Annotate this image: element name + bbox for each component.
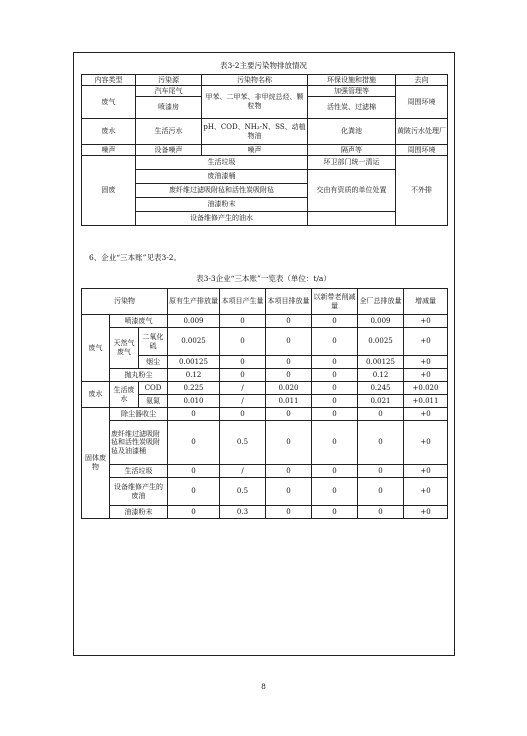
value-cell: 0: [266, 478, 312, 506]
value-cell: +0: [404, 356, 448, 369]
category-cell: 废气: [82, 86, 136, 119]
category-cell: 废气: [82, 315, 110, 382]
value-cell: 0.021: [358, 395, 404, 408]
value-cell: +0: [404, 315, 448, 328]
value-cell: 0: [312, 395, 358, 408]
header-cell: 本项目排放量: [266, 289, 312, 315]
solid-item-cell: 废油漆桶: [136, 170, 308, 184]
value-cell: +0.020: [404, 382, 448, 395]
value-cell: 0.010: [168, 395, 220, 408]
source-cell: 设备噪声: [136, 145, 202, 156]
value-cell: 0: [220, 356, 266, 369]
pollutant-name-cell: 设备维修产生的废油: [110, 478, 168, 506]
value-cell: 0.009: [358, 315, 404, 328]
table-row: [82, 86, 448, 97]
header-cell: 原有生产排放量: [168, 289, 220, 315]
measure-cell: 交由有资质的单位处置: [308, 170, 396, 212]
pollutant-cell: pH、COD、NH₃-N、SS、动植物油: [202, 119, 308, 145]
value-cell: 0.0025: [168, 328, 220, 356]
subgroup-cell: 生活废水: [110, 382, 139, 408]
category-cell: 噪声: [82, 145, 136, 156]
table-row: [82, 369, 448, 382]
value-cell: +0: [404, 478, 448, 506]
table-row: [82, 315, 448, 328]
value-cell: 0.5: [220, 421, 266, 465]
pollutant-name-cell: 除尘器收尘: [110, 408, 168, 421]
value-cell: 0: [312, 382, 358, 395]
table-row: [82, 506, 448, 519]
value-cell: 0: [220, 408, 266, 421]
value-cell: 0: [220, 369, 266, 382]
value-cell: /: [220, 382, 266, 395]
value-cell: +0: [404, 408, 448, 421]
header-cell: 本项目产生量: [220, 289, 266, 315]
value-cell: +0: [404, 369, 448, 382]
table-row: [82, 212, 448, 226]
value-cell: 0: [312, 356, 358, 369]
value-cell: 0: [312, 369, 358, 382]
value-cell: 0.12: [358, 369, 404, 382]
value-cell: 0.011: [266, 395, 312, 408]
value-cell: 0: [312, 506, 358, 519]
value-cell: 0: [168, 465, 220, 478]
value-cell: 0: [168, 408, 220, 421]
header-cell: 去向: [396, 75, 448, 86]
pollutant-name-cell: 氨氮: [139, 395, 168, 408]
table-row: [82, 382, 448, 395]
category-cell: 固体废物: [82, 408, 110, 519]
value-cell: 0: [312, 315, 358, 328]
value-cell: 0: [220, 315, 266, 328]
three-ledger-table: [81, 288, 448, 519]
value-cell: 0: [358, 506, 404, 519]
table-header-row: [82, 75, 448, 86]
value-cell: 0: [358, 478, 404, 506]
destination-cell: 不外排: [396, 156, 448, 226]
value-cell: 0.009: [168, 315, 220, 328]
value-cell: /: [220, 465, 266, 478]
value-cell: 0.0025: [358, 328, 404, 356]
value-cell: 0: [358, 408, 404, 421]
value-cell: +0: [404, 421, 448, 465]
pollutant-name-cell: 喷漆废气: [110, 315, 168, 328]
category-cell: 废水: [82, 382, 110, 408]
value-cell: 0: [312, 408, 358, 421]
pollutant-cell: 甲苯、二甲苯、非甲烷总烃、颗粒物: [202, 86, 308, 119]
solid-item-cell: 生活垃圾: [136, 156, 308, 170]
pollutant-name-cell: 废纤维过滤吸附毡和活性炭吸附毡及油漆桶: [110, 421, 168, 465]
table2-caption: 表3-2主要污染物排放情况: [219, 61, 308, 70]
category-cell: 固废: [82, 156, 136, 226]
value-cell: 0.00125: [358, 356, 404, 369]
value-cell: 0: [312, 421, 358, 465]
value-cell: 0: [168, 421, 220, 465]
destination-cell: 周围环境: [396, 86, 448, 119]
measure-cell: 化粪池: [308, 119, 396, 145]
value-cell: 0: [266, 506, 312, 519]
value-cell: 0.020: [266, 382, 312, 395]
pollutant-cell: 噪声: [202, 145, 308, 156]
empty-cell: [308, 212, 396, 226]
pollutant-emission-table: [81, 74, 448, 226]
header-cell: 环保设施和措施: [308, 75, 396, 86]
measure-cell: 隔声等: [308, 145, 396, 156]
value-cell: +0: [404, 506, 448, 519]
value-cell: +0.011: [404, 395, 448, 408]
subgroup-cell: 天然气废气: [110, 328, 139, 369]
value-cell: 0: [266, 315, 312, 328]
measure-cell: 环卫部门统一清运: [308, 156, 396, 170]
value-cell: +0: [404, 328, 448, 356]
header-cell: 污染物名称: [202, 75, 308, 86]
value-cell: 0: [266, 369, 312, 382]
value-cell: 0.245: [358, 382, 404, 395]
pollutant-name-cell: 烟尘: [139, 356, 168, 369]
table-row: [82, 170, 448, 184]
solid-item-cell: 油漆粉末: [136, 198, 308, 212]
header-cell: 以新带老削减量: [312, 289, 358, 315]
table3-caption: 表3-3企业“三本账”一览表（单位：t/a）: [196, 274, 331, 283]
value-cell: 0.00125: [168, 356, 220, 369]
value-cell: 0: [312, 465, 358, 478]
table-row: [82, 328, 448, 356]
source-cell: 汽车尾气: [136, 86, 202, 97]
table-row: [82, 478, 448, 506]
value-cell: 0.5: [220, 478, 266, 506]
source-cell: 生活污水: [136, 119, 202, 145]
measure-cell: 加强管理等: [308, 86, 396, 97]
value-cell: 0.12: [168, 369, 220, 382]
page-number: 8: [261, 682, 266, 691]
value-cell: 0: [266, 328, 312, 356]
table-header-row: [82, 289, 448, 315]
value-cell: 0: [266, 421, 312, 465]
table-row: [82, 156, 448, 170]
value-cell: 0: [266, 465, 312, 478]
value-cell: 0: [358, 421, 404, 465]
measure-cell: 活性炭、过滤棉: [308, 97, 396, 119]
value-cell: +0: [404, 465, 448, 478]
pollutant-name-cell: 二氧化硫: [139, 328, 168, 356]
value-cell: 0: [168, 478, 220, 506]
pollutant-name-cell: COD: [139, 382, 168, 395]
pollutant-name-cell: 生活垃圾: [110, 465, 168, 478]
table-row: [82, 465, 448, 478]
header-cell: 内容类型: [82, 75, 136, 86]
source-cell: 喷漆房: [136, 97, 202, 119]
table-row: [82, 145, 448, 156]
value-cell: 0: [358, 465, 404, 478]
header-cell: 全厂总排放量: [358, 289, 404, 315]
value-cell: 0: [312, 478, 358, 506]
section-note: 6、企业“三本账”见表3-2。: [89, 253, 182, 262]
header-cell: 污染物: [82, 289, 168, 315]
header-cell: 增减量: [404, 289, 448, 315]
solid-item-cell: 废纤维过滤吸附毡和活性炭吸附毡: [136, 184, 308, 198]
value-cell: 0.225: [168, 382, 220, 395]
value-cell: 0: [168, 506, 220, 519]
category-cell: 废水: [82, 119, 136, 145]
header-cell: 污染源: [136, 75, 202, 86]
pollutant-name-cell: 抛丸粉尘: [110, 369, 168, 382]
value-cell: 0: [266, 408, 312, 421]
value-cell: /: [220, 395, 266, 408]
solid-item-cell: 设备维修产生的油水: [136, 212, 308, 226]
destination-cell: 黄陂污水处理厂: [396, 119, 448, 145]
destination-cell: 周围环境: [396, 145, 448, 156]
value-cell: 0: [220, 328, 266, 356]
value-cell: 0: [312, 328, 358, 356]
table-row: [82, 119, 448, 145]
pollutant-name-cell: 油漆粉末: [110, 506, 168, 519]
table-row: [82, 421, 448, 465]
value-cell: 0: [266, 356, 312, 369]
table-row: [82, 408, 448, 421]
value-cell: 0.3: [220, 506, 266, 519]
